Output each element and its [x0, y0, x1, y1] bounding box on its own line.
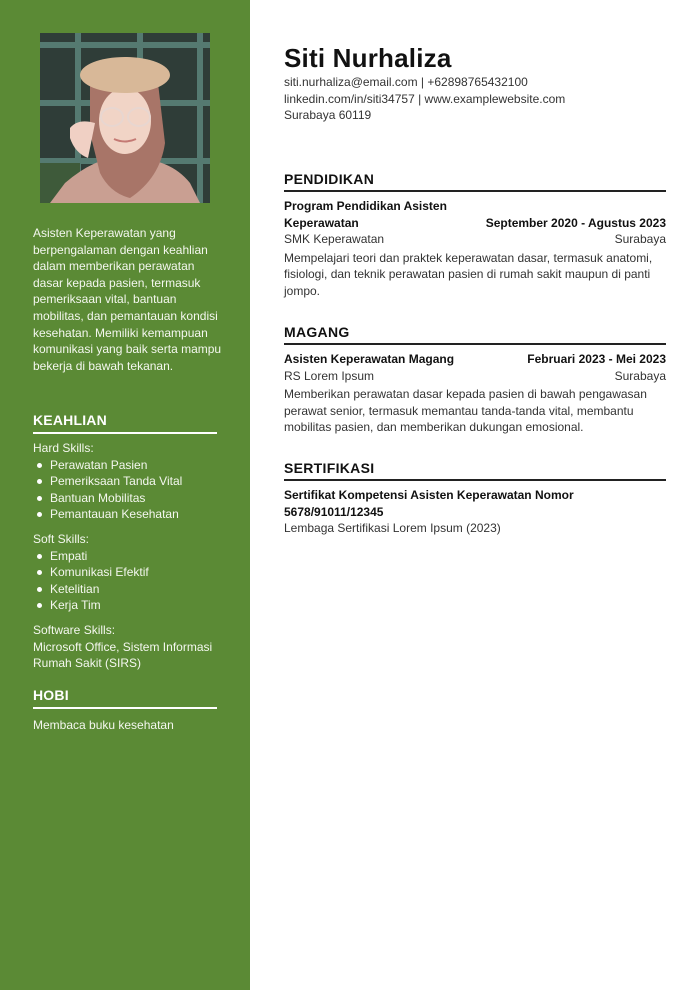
internship-section — [284, 324, 666, 436]
profile-photo — [40, 33, 210, 203]
education-program-cont: Keperawatan — [284, 215, 359, 230]
list-item: Komunikasi Efektif — [33, 564, 217, 581]
list-item: Perawatan Pasien — [33, 457, 217, 474]
contact-address: Surabaya 60119 — [284, 108, 372, 123]
certification-section — [284, 460, 666, 537]
contact-links: linkedin.com/in/siti34757 | www.examplewebsite.com — [284, 91, 566, 106]
hard-skills-list — [33, 457, 217, 523]
internship-company: RS Lorem Ipsum — [284, 368, 375, 383]
hobby-section — [33, 687, 217, 734]
internship-location: Surabaya — [614, 368, 666, 383]
hard-skills-label: Hard Skills: — [33, 441, 94, 455]
hobby-text: Membaca buku kesehatan — [33, 718, 174, 732]
list-item: Pemeriksaan Tanda Vital — [33, 473, 217, 490]
portrait-image — [40, 33, 210, 203]
list-item: Ketelitian — [33, 581, 217, 598]
internship-role: Asisten Keperawatan Magang — [284, 352, 455, 366]
education-location: Surabaya — [614, 232, 666, 247]
certification-name: Sertifikat Kompetensi Asisten Keperawatan Nomor — [284, 488, 574, 502]
list-item: Empati — [33, 548, 217, 565]
internship-description: Memberikan perawatan dasar kepada pasien di bawah pengawasan perawat senior, termasuk memantau tanda-tanda vital, membantu mobilitas pasien, dan memberikan dukungan emosional. — [284, 387, 647, 435]
certification-heading: SERTIFIKASI — [284, 460, 666, 481]
candidate-name: Siti Nurhaliza — [284, 43, 452, 73]
internship-dates: Februari 2023 - Mei 2023 — [527, 352, 666, 366]
education-description: Mempelajari teori dan praktek keperawatan dasar, termasuk anatomi, fisiologi, dan teknik perawatan pasien di rumah sakit maupun di panti jompo. — [284, 250, 653, 298]
list-item: Bantuan Mobilitas — [33, 490, 217, 507]
education-heading: PENDIDIKAN — [284, 171, 666, 192]
contact-info — [284, 74, 565, 124]
list-item: Kerja Tim — [33, 597, 217, 614]
education-dates: September 2020 - Agustus 2023 — [485, 215, 666, 230]
soft-skills-label: Soft Skills: — [33, 531, 90, 546]
skills-section — [33, 412, 217, 672]
contact-email-phone: siti.nurhaliza@email.com | +62898765432100 — [284, 75, 528, 89]
education-section — [284, 171, 666, 300]
certification-issuer: Lembaga Sertifikasi Lorem Ipsum (2023) — [284, 521, 501, 536]
soft-skills-list — [33, 548, 217, 614]
profile-summary: Asisten Keperawatan yang berpengalaman dengan keahlian dalam memberikan perawatan dasar kepada pasien, termasuk pemeriksaan vital, bantuan mobilitas, dan pemantauan kondisi kesehatan. Memiliki kemampuan komunikasi yang baik serta mampu bekerja di bawah tekanan. — [33, 226, 222, 373]
list-item: Pemantauan Kesehatan — [33, 506, 217, 523]
certification-number: 5678/91011/12345 — [284, 504, 384, 519]
internship-heading: MAGANG — [284, 324, 666, 345]
software-skills-label: Software Skills: — [33, 622, 116, 637]
hobby-heading: HOBI — [33, 687, 217, 709]
education-program: Program Pendidikan Asisten — [284, 199, 447, 213]
sidebar — [0, 0, 250, 990]
software-skills-text: Microsoft Office, Sistem Informasi Rumah Sakit (SIRS) — [33, 639, 213, 671]
skills-heading: KEAHLIAN — [33, 412, 217, 434]
education-school: SMK Keperawatan — [284, 232, 385, 247]
